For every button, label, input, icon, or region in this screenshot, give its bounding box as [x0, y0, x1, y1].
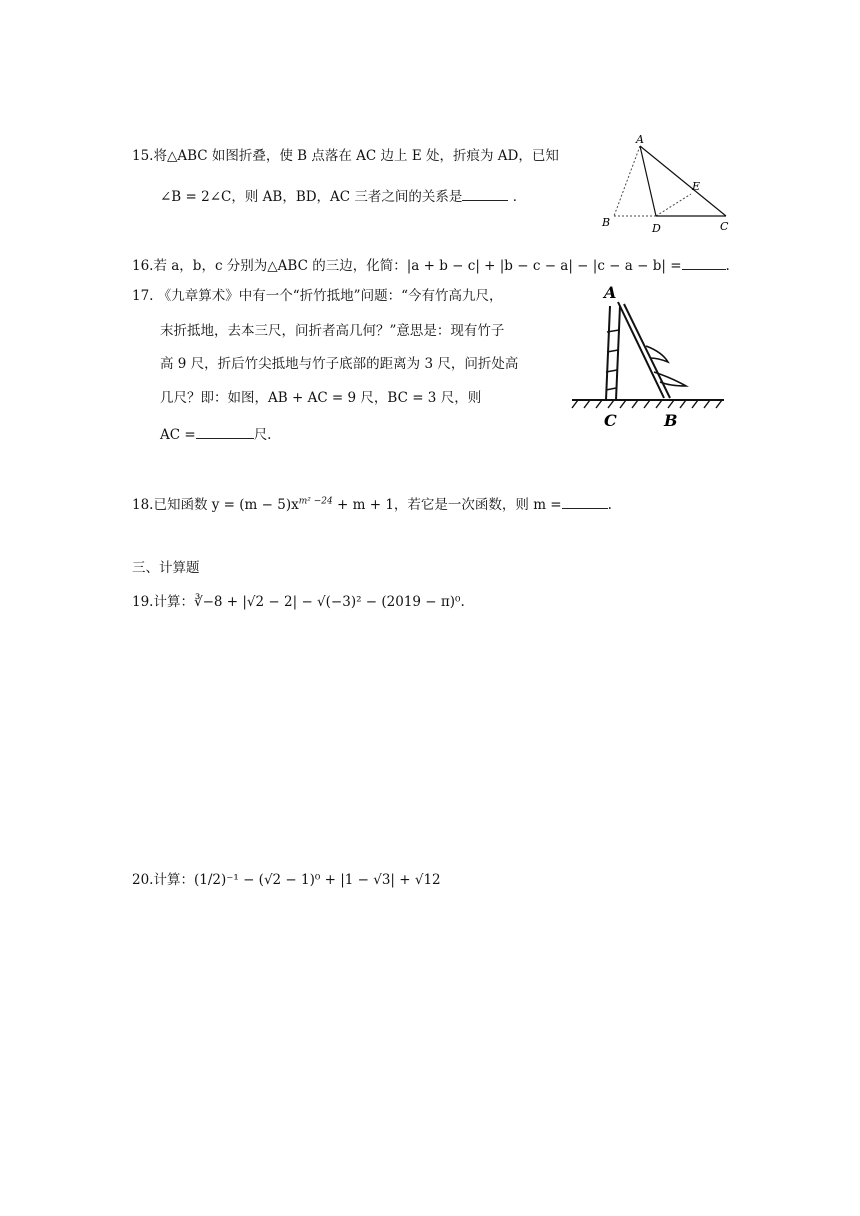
- q17-line5-pre: AC =: [160, 427, 196, 443]
- q20-expression: (1/2)⁻¹ − (√2 − 1)⁰ + |1 − √3| + √12: [193, 872, 441, 888]
- q18-exponent: m² −24: [298, 496, 333, 507]
- q15-line2: [160, 188, 526, 205]
- q17-line5: [160, 426, 271, 443]
- q15-answer-blank[interactable]: [462, 188, 508, 201]
- q17-label-a: A: [604, 283, 617, 302]
- q15-label-d: D: [652, 222, 661, 235]
- q17-answer-blank[interactable]: [196, 426, 254, 439]
- q17-label-b: B: [664, 411, 678, 430]
- q17-bamboo-figure: [568, 282, 728, 430]
- q18-post: + m + 1，若它是一次函数，则 m =: [337, 497, 562, 513]
- q20-pre: 20.计算：: [132, 872, 194, 888]
- q19-line: [132, 596, 465, 610]
- q20-line: [132, 874, 441, 888]
- q18-end: .: [607, 497, 612, 513]
- q16-end: .: [725, 258, 730, 274]
- q19-pre: 19.计算：: [132, 594, 194, 610]
- q15-line2-text: ∠B = 2∠C，则 AB，BD，AC 三者之间的关系是: [160, 189, 463, 205]
- q15-label-a: A: [636, 133, 644, 146]
- q16-text: 16.若 a，b，c 分别为△ABC 的三边，化简：|a + b − c| + |b − c − a| − |c − a − b| =: [132, 258, 682, 274]
- q17-line5-post: 尺.: [253, 427, 272, 443]
- q17-line2: 末折抵地，去本三尺，问折者高几何？”意思是：现有竹子: [160, 323, 505, 339]
- q17-line4: 几尺？即：如图，AB + AC = 9 尺，BC = 3 尺，则: [160, 390, 482, 406]
- q17-line3: 高 9 尺，折后竹尖抵地与竹子底部的距离为 3 尺，问折处高: [160, 356, 519, 372]
- q18-answer-blank[interactable]: [562, 496, 608, 509]
- q15-line2-end: ．: [512, 189, 527, 205]
- q15-label-b: B: [602, 216, 611, 229]
- q18-line: [132, 496, 612, 513]
- q15-label-c: C: [720, 220, 729, 233]
- section-heading: 三、计算题: [132, 560, 200, 576]
- q17-line1: 17. 《九章算术》中有一个“折竹抵地”问题：“今有竹高九尺，: [132, 288, 503, 304]
- q15-label-e: E: [692, 180, 701, 193]
- q17-label-c: C: [604, 411, 617, 430]
- q15-line1: 15.将△ABC 如图折叠，使 B 点落在 AC 边上 E 处，折痕为 AD，已知: [132, 148, 559, 164]
- q16-answer-blank[interactable]: [682, 257, 726, 270]
- q19-expression: ∛−8 + |√2 − 2| − √(−3)² − (2019 − π)⁰.: [193, 594, 465, 610]
- q15-triangle-figure: [596, 132, 736, 236]
- q16-line: [132, 257, 730, 274]
- q18-pre: 18.已知函数 y = (m − 5)x: [132, 497, 299, 513]
